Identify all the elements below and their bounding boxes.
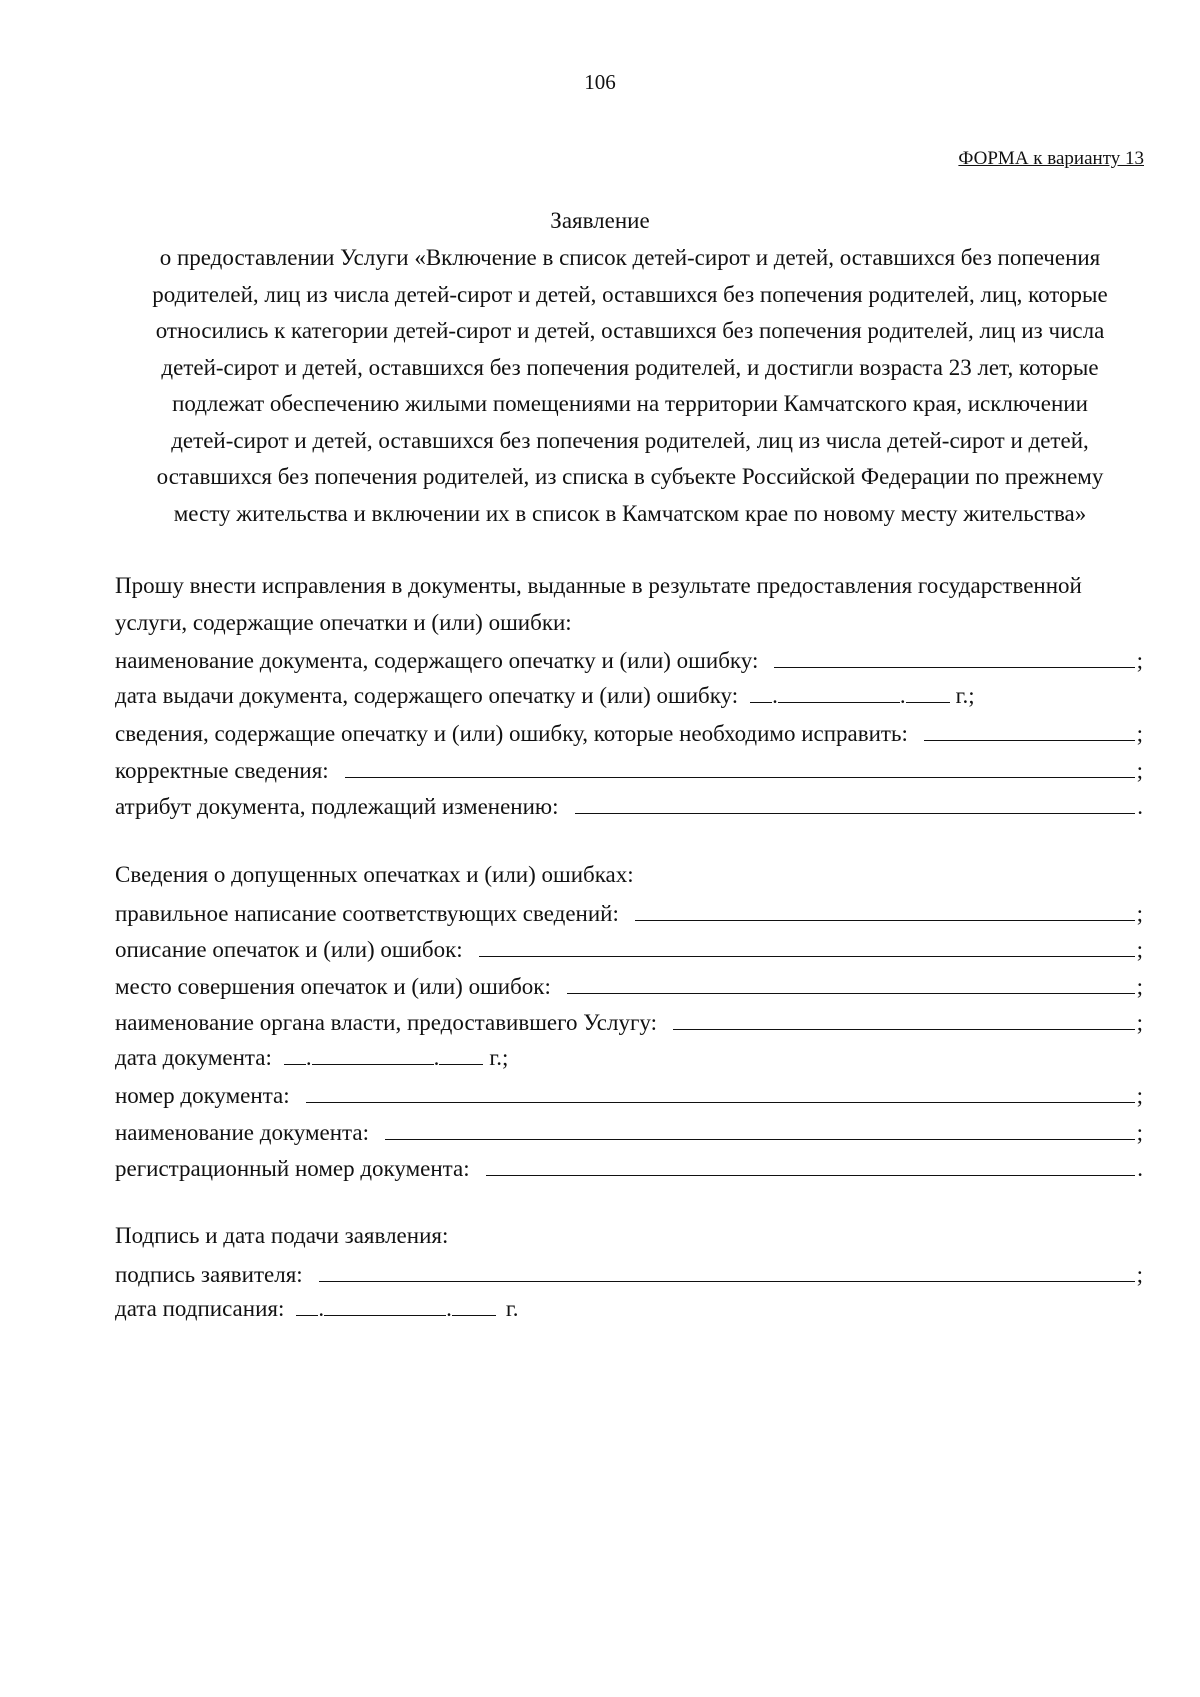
issue-date-label: дата выдачи документа, содержащего опечатку и (или) ошибку: <box>115 682 739 708</box>
signature-label: подпись заявителя: <box>115 1261 303 1287</box>
doc-title-label: наименование документа: <box>115 1119 369 1145</box>
subtitle-line: месту жительства и включении их в список в Камчатском крае по новому месту жительства» <box>173 500 1087 526</box>
doc-number-field[interactable] <box>306 1076 1135 1103</box>
day-blank[interactable] <box>750 678 772 703</box>
doc-date-label: дата документа: <box>115 1044 272 1070</box>
month-blank[interactable] <box>312 1040 434 1065</box>
period: . <box>1137 794 1143 819</box>
period: . <box>1137 1156 1143 1181</box>
day-blank[interactable] <box>296 1291 318 1316</box>
place-field[interactable] <box>567 967 1135 994</box>
attribute-row <box>115 787 1143 824</box>
sign-date-row <box>115 1291 1143 1328</box>
section-heading <box>115 857 1143 894</box>
semicolon: ; <box>1136 973 1143 999</box>
attribute-field[interactable] <box>575 787 1136 814</box>
spelling-label: правильное написание соответствующих сведений: <box>115 900 619 926</box>
subtitle-line: о предоставлении Услуги «Включение в список детей-сирот и детей, оставшихся без попечения <box>159 245 1101 270</box>
signature-section <box>115 1218 1143 1328</box>
reg-number-row <box>115 1149 1143 1186</box>
year-blank[interactable] <box>452 1291 496 1316</box>
description-label: описание опечаток и (или) ошибок: <box>115 937 463 962</box>
semicolon: ; <box>1136 648 1143 673</box>
doc-title-row <box>115 1113 1143 1150</box>
authority-field[interactable] <box>673 1003 1135 1030</box>
subtitle-line: родителей, лиц из числа детей-сирот и детей, оставшихся без попечения родителей, лиц, которые <box>152 281 1108 307</box>
spelling-field[interactable] <box>635 894 1135 921</box>
info-label: сведения, содержащие опечатку и (или) ошибку, которые необходимо исправить: <box>115 721 908 746</box>
subtitle-line: детей-сирот и детей, оставшихся без попечения родителей, лиц из числа детей-сирот и детей, <box>171 427 1089 453</box>
description-field[interactable] <box>479 930 1135 957</box>
month-blank[interactable] <box>324 1291 446 1316</box>
doc-number-label: номер документа: <box>115 1083 290 1108</box>
year-blank[interactable] <box>906 678 950 703</box>
authority-row <box>115 1003 1143 1040</box>
sign-date-field[interactable]: . . <box>296 1291 496 1328</box>
info-row <box>115 714 1143 751</box>
doc-date-field[interactable]: . . <box>284 1040 484 1077</box>
doc-date-row <box>115 1040 1143 1077</box>
info-field[interactable] <box>924 714 1135 741</box>
semicolon: ; <box>1136 1010 1143 1035</box>
sign-date-label: дата подписания: <box>115 1296 285 1321</box>
signature-field[interactable] <box>319 1255 1135 1282</box>
semicolon: ; <box>1136 1119 1143 1145</box>
semicolon: ; <box>1136 1261 1143 1287</box>
error-details-heading: Сведения о допущенных опечатках и (или) ошибках: <box>115 862 634 887</box>
year-suffix: г.; <box>955 682 975 708</box>
place-row <box>115 967 1143 1004</box>
form-reference: ФОРМА к варианту 13 <box>958 148 1144 169</box>
page-number: 106 <box>584 70 616 94</box>
reg-number-field[interactable] <box>486 1149 1136 1176</box>
attribute-label: атрибут документа, подлежащий изменению: <box>115 794 559 819</box>
place-label: место совершения опечаток и (или) ошибок: <box>115 973 551 999</box>
doc-title-field[interactable] <box>385 1113 1135 1140</box>
correct-info-label: корректные сведения: <box>115 757 329 783</box>
semicolon: ; <box>1136 937 1143 962</box>
document-title: Заявление <box>550 208 650 233</box>
year-suffix: г. <box>505 1296 519 1321</box>
signature-heading: Подпись и дата подачи заявления: <box>115 1223 449 1248</box>
issue-date-row <box>115 678 1143 715</box>
subtitle-line: детей-сирот и детей, оставшихся без попечения родителей, и достигли возраста 23 лет, которые <box>161 354 1099 380</box>
day-blank[interactable] <box>284 1040 306 1065</box>
subtitle-line: относились к категории детей-сирот и детей, оставшихся без попечения родителей, лиц из числа <box>155 318 1105 343</box>
spelling-row <box>115 894 1143 931</box>
document-subtitle <box>120 240 1140 532</box>
year-suffix: г.; <box>489 1044 509 1070</box>
section-heading <box>115 1218 1143 1255</box>
reg-number-label: регистрационный номер документа: <box>115 1156 470 1181</box>
request-intro: Прошу внести исправления в документы, выданные в результате предоставления государственной услуги, содержащие опечатки и (или) ошибки: <box>115 573 1082 635</box>
doc-number-row <box>115 1076 1143 1113</box>
authority-label: наименование органа власти, предоставившего Услугу: <box>115 1010 657 1035</box>
signature-row <box>115 1255 1143 1292</box>
doc-name-row <box>115 641 1143 678</box>
issue-date-field[interactable]: . . <box>750 678 950 715</box>
correct-info-row <box>115 751 1143 788</box>
semicolon: ; <box>1136 721 1143 746</box>
semicolon: ; <box>1136 757 1143 783</box>
month-blank[interactable] <box>778 678 900 703</box>
error-details-section <box>115 857 1143 1186</box>
semicolon: ; <box>1136 1083 1143 1108</box>
subtitle-line: подлежат обеспечению жилыми помещениями на территории Камчатского края, исключении <box>172 391 1088 416</box>
year-blank[interactable] <box>439 1040 483 1065</box>
semicolon: ; <box>1136 900 1143 926</box>
correct-info-field[interactable] <box>345 751 1135 778</box>
description-row <box>115 930 1143 967</box>
subtitle-line: оставшихся без попечения родителей, из списка в субъекте Российской Федерации по прежнему <box>156 464 1104 489</box>
doc-name-field[interactable] <box>774 641 1134 668</box>
doc-name-label: наименование документа, содержащего опечатку и (или) ошибку: <box>115 648 759 673</box>
correction-request-section <box>115 568 1143 824</box>
